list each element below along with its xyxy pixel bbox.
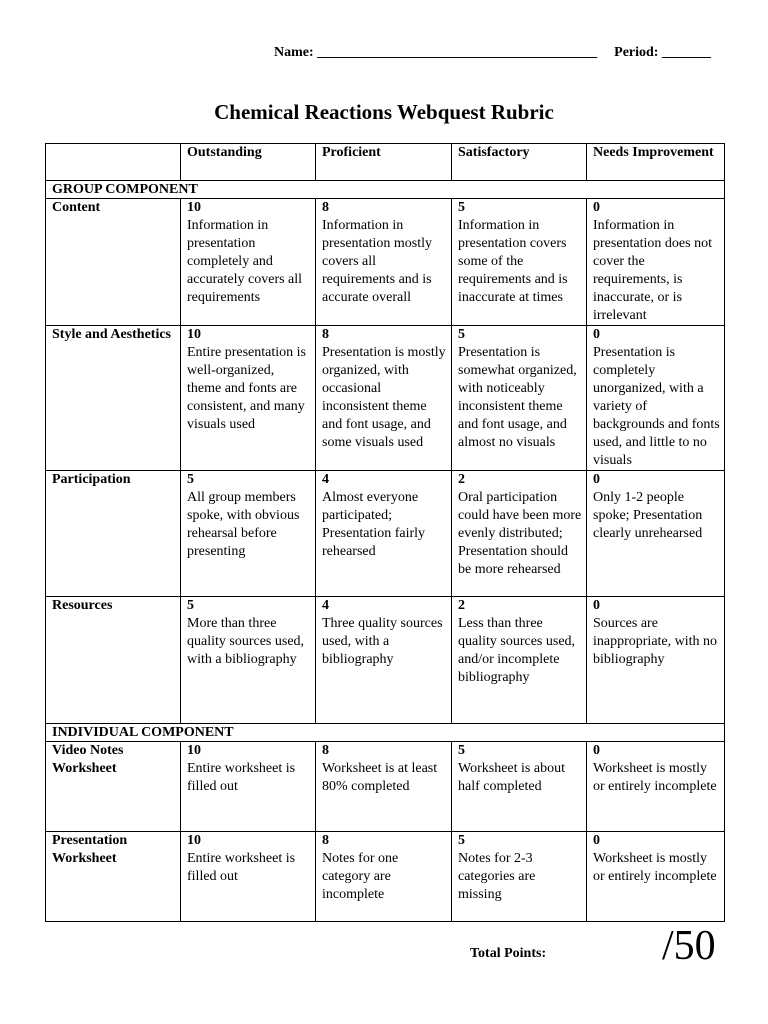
rubric-cell [181,199,316,326]
score-value: 5 [187,472,194,487]
score-value: 5 [187,598,194,613]
score-value: 5 [458,743,465,758]
rubric-cell [316,326,452,471]
score-value: 8 [322,327,329,342]
rubric-cell [316,597,452,724]
score-description: Worksheet is at least 80% completed [322,761,438,794]
table-row [46,597,725,724]
rubric-cell [316,742,452,832]
section-label: GROUP COMPONENT [46,181,725,199]
score-value: 5 [458,327,465,342]
column-header: Proficient [316,144,452,181]
score-value: 10 [187,327,201,342]
score-description: More than three quality sources used, with a bibliography [187,616,305,667]
score-description: All group members spoke, with obvious rehearsal before presenting [187,490,300,559]
score-value: 0 [593,327,600,342]
column-header: Needs Improvement [587,144,725,181]
score-description: Entire presentation is well-organized, theme and fonts are consistent, and many visuals used [187,345,306,432]
criterion-label: Video Notes Worksheet [46,742,181,832]
rubric-cell [181,326,316,471]
score-value: 2 [458,598,465,613]
rubric-cell [316,832,452,922]
rubric-cell [587,597,725,724]
rubric-cell [452,471,587,597]
total-points-label: Total Points: [470,946,547,961]
section-row [46,181,725,199]
score-description: Three quality sources used, with a bibliography [322,616,443,667]
rubric-cell [452,597,587,724]
rubric-cell [316,199,452,326]
criterion-label: Content [46,199,181,326]
score-description: Information in presentation completely and accurately covers all requirements [187,218,303,305]
score-description: Only 1-2 people spoke; Presentation clearly unrehearsed [593,490,703,541]
rubric-cell [587,742,725,832]
rubric-cell [452,326,587,471]
table-row [46,471,725,597]
score-description: Notes for 2-3 categories are missing [458,851,536,902]
score-value: 10 [187,200,201,215]
rubric-cell [587,326,725,471]
header-row [46,144,725,181]
score-description: Presentation is somewhat organized, with noticeably inconsistent theme and font usage, and almost no visuals [458,345,577,450]
score-description: Information in presentation mostly covers all requirements and is accurate overall [322,218,433,305]
rubric-cell [452,199,587,326]
column-header [46,144,181,181]
rubric-cell [181,832,316,922]
rubric-cell [587,471,725,597]
table-row [46,832,725,922]
criterion-label: Resources [46,597,181,724]
score-description: Information in presentation does not cover the requirements, is inaccurate, or is irrelevant [593,218,712,323]
criterion-label: Participation [46,471,181,597]
period-field[interactable]: _______ [661,45,711,60]
score-value: 0 [593,833,600,848]
score-value: 4 [322,472,329,487]
score-description: Presentation is mostly organized, with occasional inconsistent theme and font usage, and some visuals used [322,345,446,450]
score-value: 8 [322,200,329,215]
score-description: Worksheet is about half completed [458,761,565,794]
rubric-cell [181,597,316,724]
rubric-cell [452,742,587,832]
score-value: 10 [187,743,201,758]
score-value: 5 [458,833,465,848]
score-description: Entire worksheet is filled out [187,851,296,884]
rubric-cell [452,832,587,922]
score-description: Entire worksheet is filled out [187,761,296,794]
score-description: Notes for one category are incomplete [322,851,399,902]
criterion-label: Presentation Worksheet [46,832,181,922]
rubric-table [45,143,725,922]
table-row [46,199,725,326]
rubric-cell [316,471,452,597]
rubric-cell [181,471,316,597]
rubric-cell [181,742,316,832]
score-description: Sources are inappropriate, with no bibliography [593,616,718,667]
score-description: Worksheet is mostly or entirely incomplete [593,761,717,794]
page-title: Chemical Reactions Webquest Rubric [214,100,554,124]
rubric-body [46,181,725,922]
name-label: Name: [274,45,314,60]
criterion-label: Style and Aesthetics [46,326,181,471]
section-row [46,724,725,742]
score-value: 2 [458,472,465,487]
score-value: 0 [593,743,600,758]
total-points-value: /50 [662,923,716,969]
score-description: Presentation is completely unorganized, with a variety of backgrounds and fonts used, and little to no visuals [593,345,720,468]
score-value: 0 [593,598,600,613]
rubric-cell [587,199,725,326]
rubric-cell [587,832,725,922]
score-description: Information in presentation covers some of the requirements and is inaccurate at times [458,218,568,305]
score-value: 0 [593,472,600,487]
column-header: Outstanding [181,144,316,181]
section-label: INDIVIDUAL COMPONENT [46,724,725,742]
name-field[interactable]: ________________________________________ [317,45,598,60]
score-value: 5 [458,200,465,215]
score-description: Less than three quality sources used, and/or incomplete bibliography [458,616,576,685]
header-line [274,45,711,61]
score-description: Worksheet is mostly or entirely incomplete [593,851,717,884]
table-row [46,742,725,832]
table-row [46,326,725,471]
score-description: Almost everyone participated; Presentation fairly rehearsed [322,490,426,559]
period-label: Period: [614,45,659,60]
score-value: 10 [187,833,201,848]
score-value: 8 [322,833,329,848]
score-value: 8 [322,743,329,758]
score-value: 0 [593,200,600,215]
score-value: 4 [322,598,329,613]
column-header: Satisfactory [452,144,587,181]
score-description: Oral participation could have been more evenly distributed; Presentation should be more rehearsed [458,490,582,577]
